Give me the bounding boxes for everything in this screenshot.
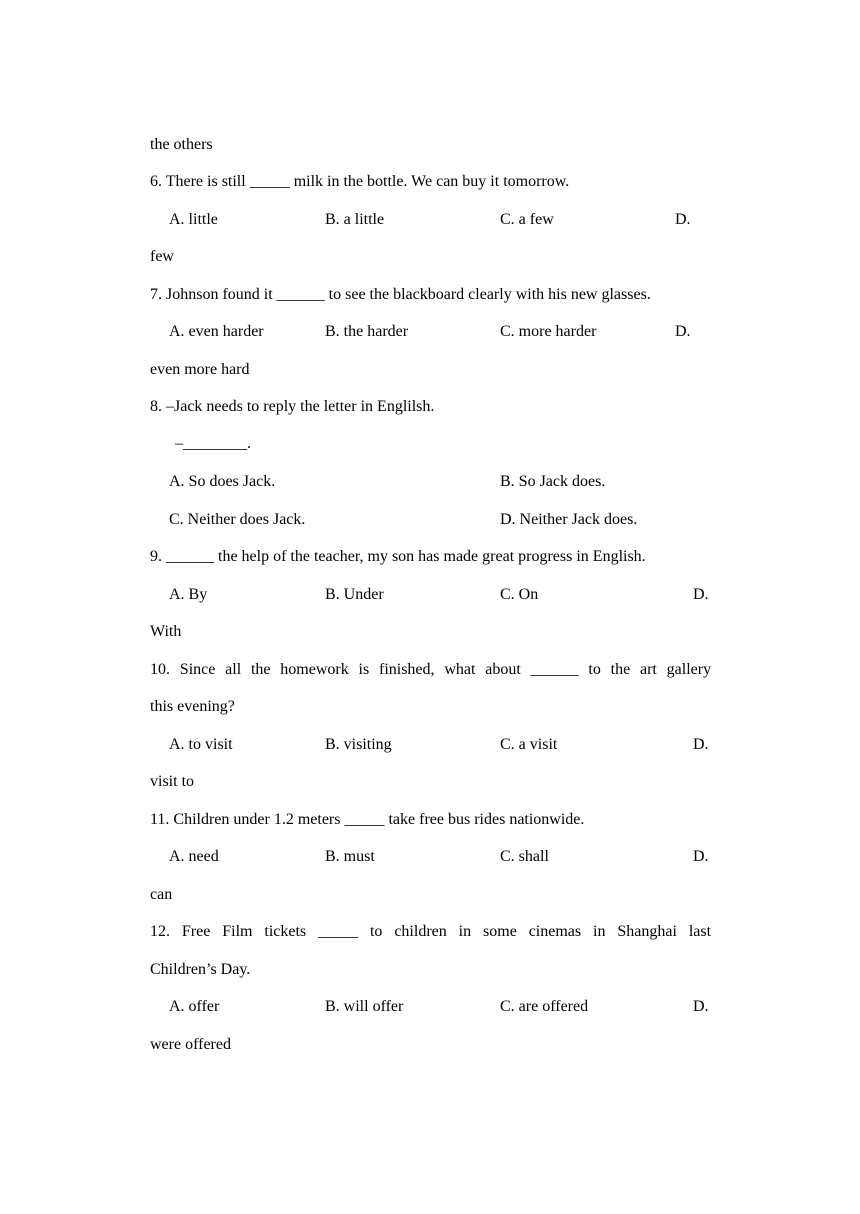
question-10-stem-line-2: this evening?: [150, 698, 235, 715]
question-8-reply: –________.: [175, 435, 251, 452]
question-8-option-b: B. So Jack does.: [500, 473, 606, 490]
question-11-option-a: A. need: [169, 848, 219, 865]
question-11-option-d-label: D.: [693, 848, 709, 865]
question-6-stem: 6. There is still _____ milk in the bottle. We can buy it tomorrow.: [150, 173, 570, 190]
question-11-option-d-text: can: [150, 886, 173, 903]
question-12-option-d-text: were offered: [150, 1036, 231, 1053]
question-12-option-d-label: D.: [693, 998, 709, 1015]
question-6-option-b: B. a little: [325, 211, 385, 228]
question-8-option-a: A. So does Jack.: [169, 473, 276, 490]
question-8-option-c: C. Neither does Jack.: [169, 511, 306, 528]
question-7-option-d-label: D.: [675, 323, 691, 340]
question-9-option-d-label: D.: [693, 586, 709, 603]
question-7-option-a: A. even harder: [169, 323, 264, 340]
question-6-option-c: C. a few: [500, 211, 554, 228]
question-12-option-a: A. offer: [169, 998, 220, 1015]
question-10-option-a: A. to visit: [169, 736, 233, 753]
question-10-option-d-label: D.: [693, 736, 709, 753]
question-10-stem-line-1: 10. Since all the homework is finished, what about ______ to the art gallery: [150, 661, 712, 678]
question-9-option-d-text: With: [150, 623, 182, 640]
question-9-option-b: B. Under: [325, 586, 384, 603]
question-12-option-c: C. are offered: [500, 998, 589, 1015]
question-7-option-d-text: even more hard: [150, 361, 250, 378]
question-10-option-c: C. a visit: [500, 736, 558, 753]
question-7-stem: 7. Johnson found it ______ to see the blackboard clearly with his new glasses.: [150, 286, 651, 303]
question-7-option-b: B. the harder: [325, 323, 409, 340]
question-6-option-a: A. little: [169, 211, 218, 228]
question-6-option-d-label: D.: [675, 211, 691, 228]
question-9-stem: 9. ______ the help of the teacher, my son has made great progress in English.: [150, 548, 646, 565]
question-10-option-b: B. visiting: [325, 736, 392, 753]
question-6-option-d-text: few: [150, 248, 174, 265]
question-7-option-c: C. more harder: [500, 323, 597, 340]
question-10-option-d-text: visit to: [150, 773, 195, 790]
question-8-option-d: D. Neither Jack does.: [500, 511, 638, 528]
question-11-option-b: B. must: [325, 848, 375, 865]
question-9-option-c: C. On: [500, 586, 539, 603]
question-12-stem-line-1: 12. Free Film tickets _____ to children in some cinemas in Shanghai last: [150, 923, 712, 940]
question-9-option-a: A. By: [169, 586, 208, 603]
question-11-option-c: C. shall: [500, 848, 549, 865]
question-12-option-b: B. will offer: [325, 998, 404, 1015]
continuation-text: the others: [150, 136, 213, 153]
question-12-stem-line-2: Children’s Day.: [150, 961, 251, 978]
question-8-stem: 8. –Jack needs to reply the letter in Englilsh.: [150, 398, 435, 415]
question-11-stem: 11. Children under 1.2 meters _____ take free bus rides nationwide.: [150, 811, 585, 828]
